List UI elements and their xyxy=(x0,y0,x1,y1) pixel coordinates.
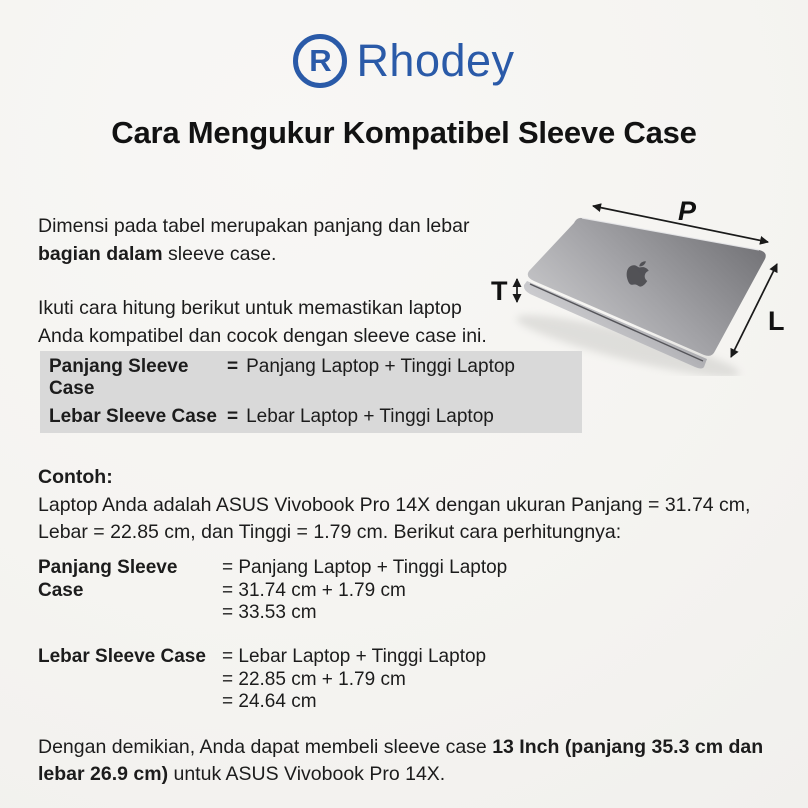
formula-value: Panjang Laptop + Tinggi Laptop xyxy=(246,356,515,378)
formula-row-panjang xyxy=(49,356,582,400)
laptop-measurement-diagram xyxy=(478,178,808,376)
intro-paragraph-2: Ikuti cara hitung berikut untuk memastikan laptop Anda kompatibel dan cocok dengan sleeve case ini. xyxy=(38,297,487,347)
formula-row-lebar xyxy=(49,406,582,428)
formula-label: Panjang Sleeve Case xyxy=(49,356,189,400)
thickness-label: T xyxy=(491,276,508,306)
conclusion-bold: 13 Inch (panjang 35.3 cm dan lebar 26.9 cm) xyxy=(38,736,764,785)
width-label: L xyxy=(768,306,785,336)
formula-label: Lebar Sleeve Case xyxy=(49,405,217,427)
calculation-line: = Panjang Laptop + Tinggi Laptop xyxy=(222,557,508,578)
formula-value: Lebar Laptop + Tinggi Laptop xyxy=(246,405,494,427)
calculation-line: = Lebar Laptop + Tinggi Laptop xyxy=(222,646,487,667)
page-title: Cara Mengukur Kompatibel Sleeve Case xyxy=(111,115,697,150)
calculation-lines xyxy=(222,557,507,625)
calculation-lines xyxy=(222,646,486,714)
equals-sign: = xyxy=(227,405,239,427)
calculation-line: = 31.74 cm + 1.79 cm xyxy=(222,579,406,601)
equals-sign: = xyxy=(227,356,239,378)
length-label: P xyxy=(678,196,697,226)
intro-p1-bold: bagian dalam xyxy=(38,243,163,265)
example-body: Laptop Anda adalah ASUS Vivobook Pro 14X dengan ukuran Panjang = 31.74 cm, Lebar = 22.85 cm, dan Tinggi = 1.79 cm. Berikut cara perhitungnya: xyxy=(38,494,751,543)
formula-box xyxy=(40,351,582,433)
intro-paragraph-1 xyxy=(38,212,500,268)
calculation-panjang xyxy=(38,557,507,625)
conclusion-before: Dengan demikian, Anda dapat membeli sleeve case xyxy=(38,736,493,758)
calculation-line: = 24.64 cm xyxy=(222,691,317,712)
calculation-label: Lebar Sleeve Case xyxy=(38,646,206,667)
brand-name: Rhodey xyxy=(356,35,515,86)
laptop-diagram-svg xyxy=(478,178,808,376)
example-heading: Contoh: xyxy=(38,466,113,488)
intro-p1-before: Dimensi pada tabel merupakan panjang dan lebar xyxy=(38,215,470,237)
intro-text xyxy=(38,212,500,350)
calculation-line: = 22.85 cm + 1.79 cm xyxy=(222,668,406,690)
brand-logo xyxy=(0,34,808,88)
logo-letter: R xyxy=(309,42,332,78)
calculation-line: = 33.53 cm xyxy=(222,602,317,623)
conclusion-after: untuk ASUS Vivobook Pro 14X. xyxy=(168,763,446,785)
rhodey-logo-icon xyxy=(293,34,347,88)
conclusion-text xyxy=(38,734,788,788)
calculation-lebar xyxy=(38,646,486,714)
intro-p1-after: sleeve case. xyxy=(162,243,277,265)
calculation-label: Panjang Sleeve Case xyxy=(38,557,178,601)
